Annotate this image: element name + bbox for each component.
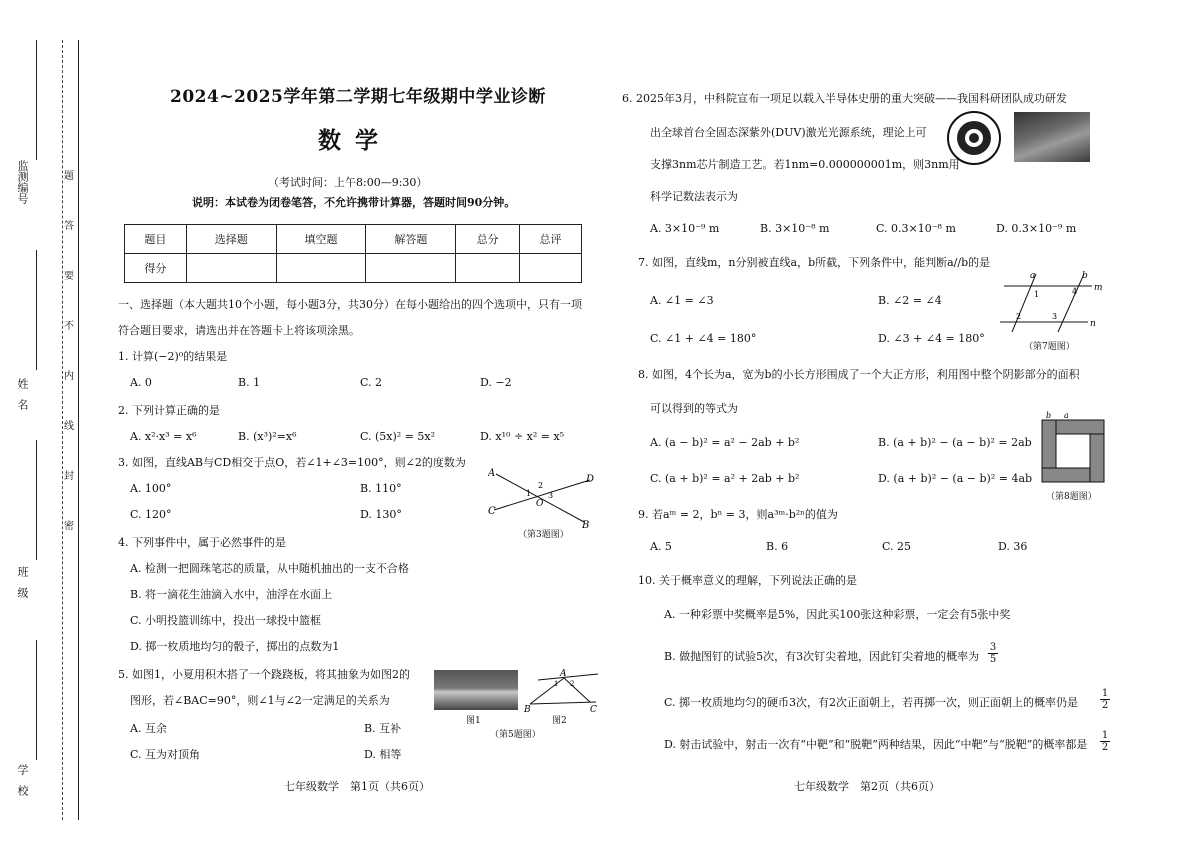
seal-char: 密 <box>64 521 74 532</box>
q3-option: C. 120° <box>130 508 172 521</box>
q5-stem: 5. 如图1，小夏用积木搭了一个跷跷板，将其抽象为如图2的 <box>118 668 410 681</box>
q3-stem: 3. 如图，直线AB与CD相交于点O，若∠1+∠3=100°，则∠2的度数为 <box>118 456 466 469</box>
q3-angle-1: 1 <box>526 489 532 498</box>
q9-option: A. 5 <box>650 540 672 553</box>
q4-option: A. 检测一把圆珠笔芯的质量，从中随机抽出的一支不合格 <box>130 562 409 575</box>
footer-left: 七年级数学 第1页（共6页） <box>284 780 430 793</box>
score-header-cell: 总分 <box>456 225 520 254</box>
q10-option: D. 射击试验中，射击一次有“中靶”和“脱靶”两种结果，因此“中靶”与“脱靶”的概率都是 <box>664 738 1088 751</box>
q7-label-n: n <box>1090 319 1096 329</box>
school-line <box>36 640 37 760</box>
q8-option: D. (a + b)² − (a − b)² = 4ab <box>878 472 1033 485</box>
q5-option: B. 互补 <box>364 722 402 735</box>
binding-margin <box>0 0 82 849</box>
footer-right: 七年级数学 第2页（共6页） <box>794 780 940 793</box>
q3-option: A. 100° <box>130 482 172 495</box>
q8-stem: 8. 如图，4个长为a，宽为b的小长方形围成了一个大正方形，利用图中整个阴影部分的面积 <box>638 368 1080 381</box>
q10-option: C. 掷一枚质地均匀的硬币3次，有2次正面朝上，若再掷一次，则正面朝上的概率仍是 <box>664 696 1079 709</box>
q10-fraction: 1 2 <box>1101 730 1109 753</box>
q7-caption: （第7题图） <box>1024 342 1075 352</box>
q7-angle-2: 2 <box>1016 312 1022 321</box>
q8-label-b: b <box>1046 411 1052 420</box>
q3-caption: （第3题图） <box>518 530 569 540</box>
q7-option: C. ∠1 + ∠4 = 180° <box>650 332 757 345</box>
q10-fraction: 1 2 <box>1101 688 1109 711</box>
class-line <box>36 440 37 560</box>
q2-option: A. x²·x³ = x⁶ <box>130 430 197 443</box>
exam-time: （考试时间：上午8:00—9:30） <box>268 176 428 189</box>
q6-stem: 6. 2025年3月，中科院宣布一项足以载入半导体史册的重大突破——我国科研团队成功研发 <box>622 92 1067 105</box>
score-input-cell[interactable] <box>520 254 582 283</box>
q10-fraction: 3 5 <box>989 642 997 665</box>
score-header-cell: 解答题 <box>366 225 456 254</box>
q6-option: C. 0.3×10⁻⁸ m <box>876 222 956 235</box>
q5-label-A: A <box>560 669 567 679</box>
subject-title: 数学 <box>318 127 392 154</box>
seal-char: 题 <box>64 171 74 182</box>
q7-angle-3: 3 <box>1052 312 1058 321</box>
name-label: 姓名 <box>16 378 29 420</box>
q5-option: A. 互余 <box>130 722 167 735</box>
q7-angle-1: 1 <box>1034 290 1040 299</box>
q6-option: B. 3×10⁻⁸ m <box>760 222 830 235</box>
q3-label-A: A <box>488 468 496 479</box>
seal-char: 要 <box>64 271 74 282</box>
q5-label-B: B <box>524 705 531 714</box>
q3-figure <box>488 466 596 532</box>
q5-figure2 <box>524 668 602 714</box>
seal-char: 封 <box>64 471 74 482</box>
score-input-cell[interactable] <box>276 254 366 283</box>
q10-option: B. 做抛图钉的试验5次，有3次钉尖着地，因此钉尖着地的概率为 <box>664 650 980 663</box>
q1-option: D. −2 <box>480 376 512 389</box>
q1-option: C. 2 <box>360 376 383 389</box>
score-header-cell: 总评 <box>520 225 582 254</box>
q10-stem: 10. 关于概率意义的理解，下列说法正确的是 <box>638 574 857 587</box>
exam-title: 2024~2025学年第二学期七年级期中学业诊断 <box>170 87 546 107</box>
q3-angle-3: 3 <box>548 491 554 500</box>
score-input-cell[interactable] <box>366 254 456 283</box>
q6-option: D. 0.3×10⁻⁹ m <box>996 222 1077 235</box>
q5-fig2-label: 图2 <box>552 716 567 726</box>
score-table <box>124 224 582 283</box>
seal-char: 内 <box>64 371 74 382</box>
score-header-cell: 题目 <box>125 225 187 254</box>
class-label: 班级 <box>16 566 29 608</box>
q7-label-a: a <box>1030 271 1036 281</box>
laser-photo <box>1014 112 1090 162</box>
instructions: 说明：本试卷为闭卷笔答，不允许携带计算器，答题时间90分钟。 <box>192 196 516 209</box>
q8-caption: （第8题图） <box>1046 492 1097 502</box>
q4-option: D. 掷一枚质地均匀的骰子，掷出的点数为1 <box>130 640 340 653</box>
q1-stem: 1. 计算(−2)⁰的结果是 <box>118 350 228 363</box>
score-input-cell[interactable] <box>456 254 520 283</box>
q8-option: A. (a − b)² = a² − 2ab + b² <box>650 436 800 449</box>
score-header-cell: 填空题 <box>276 225 366 254</box>
q2-option: D. x¹⁰ ÷ x² = x⁵ <box>480 430 565 443</box>
q7-option: D. ∠3 + ∠4 = 180° <box>878 332 985 345</box>
q2-option: B. (x³)²=x⁶ <box>238 430 297 443</box>
margin-rule <box>78 40 79 820</box>
q3-label-D: D <box>586 474 595 485</box>
q4-stem: 4. 下列事件中，属于必然事件的是 <box>118 536 286 549</box>
q10-option: A. 一种彩票中奖概率是5%，因此买100张这种彩票，一定会有5张中奖 <box>664 608 1011 621</box>
q3-option: D. 130° <box>360 508 402 521</box>
q5-option: C. 互为对顶角 <box>130 748 201 761</box>
q3-label-C: C <box>488 506 496 517</box>
q9-option: C. 25 <box>882 540 912 553</box>
section1-intro: 一、选择题（本大题共10个小题，每小题3分，共30分）在每小题给出的四个选项中，只有一项 <box>118 298 582 311</box>
school-label: 学校 <box>16 764 29 806</box>
q8-option: C. (a + b)² = a² + 2ab + b² <box>650 472 800 485</box>
q8-figure <box>1036 410 1110 486</box>
q7-label-m: m <box>1094 283 1103 293</box>
seal-char: 不 <box>64 321 74 332</box>
seal-line <box>62 40 63 820</box>
score-input-cell[interactable] <box>186 254 276 283</box>
q6-stem: 科学记数法表示为 <box>650 190 738 203</box>
q3-option: B. 110° <box>360 482 402 495</box>
q8-label-a: a <box>1064 411 1069 420</box>
q6-stem: 出全球首台全固态深紫外(DUV)激光光源系统，理论上可 <box>650 126 927 139</box>
q9-option: D. 36 <box>998 540 1028 553</box>
name-line <box>36 250 37 370</box>
q7-option: A. ∠1 = ∠3 <box>650 294 714 307</box>
q8-option: B. (a + b)² − (a − b)² = 2ab <box>878 436 1032 449</box>
score-header-cell: 选择题 <box>186 225 276 254</box>
q2-stem: 2. 下列计算正确的是 <box>118 404 220 417</box>
score-row-label: 得分 <box>125 254 187 283</box>
q3-label-B: B <box>582 520 590 531</box>
cas-logo <box>946 110 1002 166</box>
q6-option: A. 3×10⁻⁹ m <box>650 222 720 235</box>
q3-angle-2: 2 <box>538 481 544 490</box>
q5-photo <box>434 670 518 710</box>
q5-caption: （第5题图） <box>490 730 541 740</box>
q8-stem: 可以得到的等式为 <box>650 402 738 415</box>
q2-option: C. (5x)² = 5x² <box>360 430 436 443</box>
q7-stem: 7. 如图，直线m，n分别被直线a，b所截，下列条件中，能判断a//b的是 <box>638 256 991 269</box>
q1-option: A. 0 <box>130 376 152 389</box>
q7-label-b: b <box>1082 271 1088 281</box>
seal-char: 答 <box>64 221 74 232</box>
q9-option: B. 6 <box>766 540 789 553</box>
q6-stem: 支撑3nm芯片制造工艺。若1nm=0.000000001m，则3nm用 <box>650 158 960 171</box>
q7-option: B. ∠2 = ∠4 <box>878 294 942 307</box>
q4-option: C. 小明投篮训练中，投出一球投中篮框 <box>130 614 322 627</box>
q3-label-O: O <box>536 499 544 509</box>
seal-char: 线 <box>64 421 74 432</box>
q5-fig1-label: 图1 <box>466 716 481 726</box>
monitor-no-label: 监测编号 <box>16 160 29 204</box>
q5-angle-2: 2 <box>570 680 575 688</box>
q5-option: D. 相等 <box>364 748 402 761</box>
q7-figure <box>996 270 1104 338</box>
section1-intro: 符合题目要求，请选出并在答题卡上将该项涂黑。 <box>118 324 360 337</box>
monitor-no-line <box>36 40 37 160</box>
q1-option: B. 1 <box>238 376 261 389</box>
q4-option: B. 将一滴花生油滴入水中，油浮在水面上 <box>130 588 333 601</box>
q5-stem: 图形，若∠BAC=90°，则∠1与∠2一定满足的关系为 <box>130 694 390 707</box>
q7-angle-4: 4 <box>1072 287 1078 296</box>
q9-stem: 9. 若aᵐ = 2，bⁿ = 3，则a³ᵐ·b²ⁿ的值为 <box>638 508 838 521</box>
q5-label-C: C <box>590 705 597 714</box>
q5-angle-1: 1 <box>554 680 559 688</box>
